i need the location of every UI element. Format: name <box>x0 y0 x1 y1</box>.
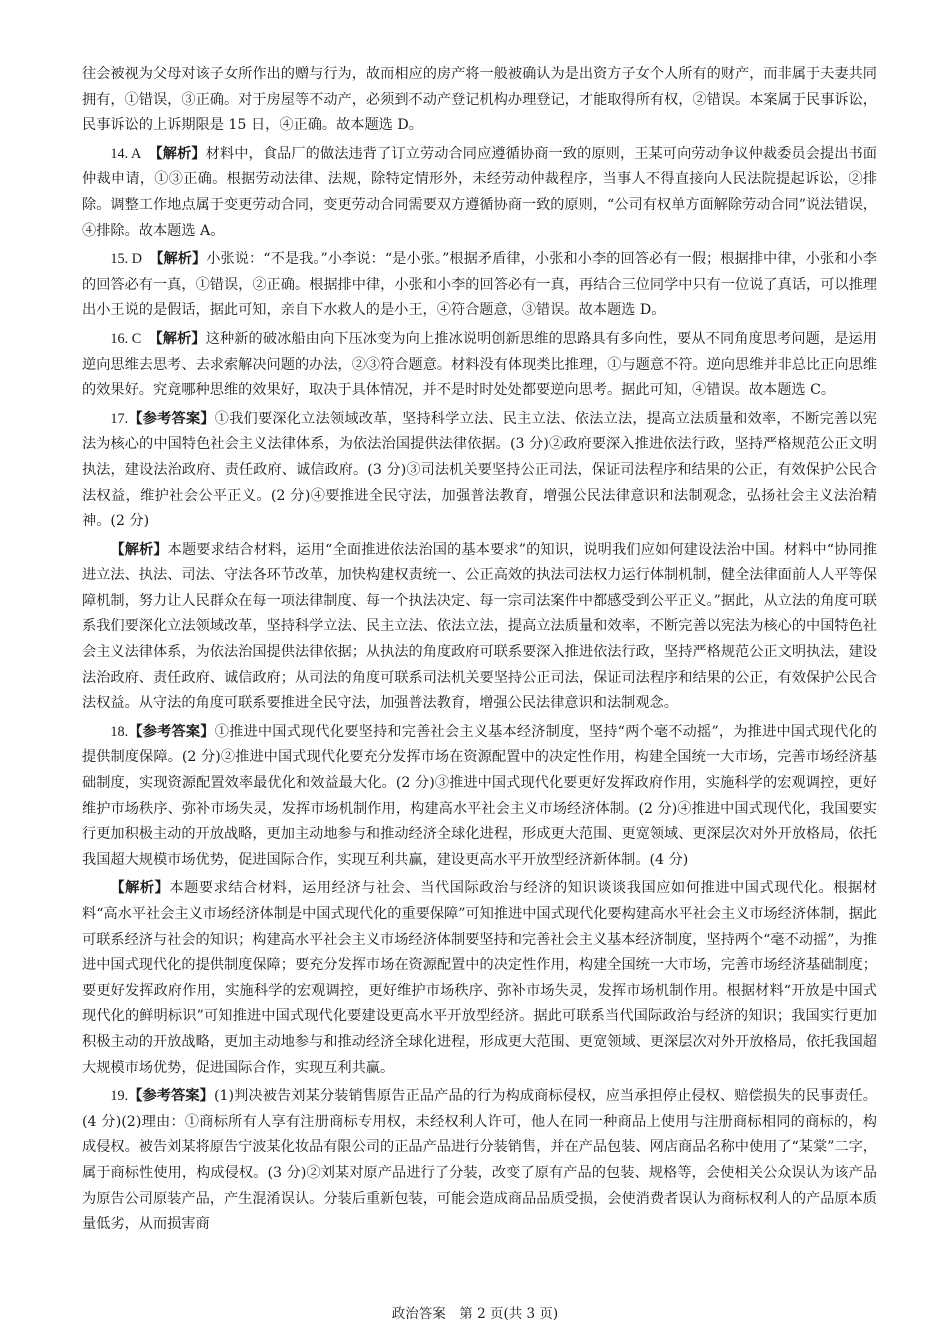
q18-analysis-text: 本题要求结合材料，运用经济与社会、当代国际政治与经济的知识谈谈我国应如何推进中国式现代化。根据材料“高水平社会主义市场经济体制是中国式现代化的重要保障”可知推进中国式现代化要构建高水平社会主义市场经济体制，据此可联系经济与社会的知识；构建高水平社会主义市场经济体制要坚持和完善社会主义基本经济制度，坚持两个“毫不动摇”，为推进中国式现代化的提供制度保障；要充分发挥市场在资源配置中的决定性作用，构建全国统一大市场，完善市场经济基础制度；要更好发挥政府作用，实施科学的宏观调控，更好维护市场秩序、弥补市场失灵，发挥市场机制作用。根据材料“开放是中国式现代化的鲜明标识”可知推进中国式现代化要建设更高水平开放型经济。据此可联系当代国际政治与经济的知识；我国实行更加积极主动的开放战略，更加主动地参与和推动经济全球化进程，形成更大范围、更宽领域、更深层次对外开放格局，依托我国超大规模市场优势，促进国际合作，实现互利共赢。 <box>82 880 877 1076</box>
q14-tag: 【解析】 <box>155 145 206 162</box>
q17-answer-text: ①我们要深化立法领域改革，坚持科学立法、民主立法、依法立法，提高立法质量和效率，不断完善以宪法为核心的中国特色社会主义法律体系，为依法治国提供法律依据。(3 分)②政府要深入推进依法行政，坚持严格规范公正文明执法，建设法治政府、责任政府、诚信政府。(3 分)③司法机关要坚持公正司法，保证司法程序和结果的公正，有效保护公民合法权益，维护社会公平正义。(2 分)④要推进全民守法，加强普法教育，增强公民法律意识和法制观念，弘扬社会主义法治精神。(2 分) <box>82 410 877 530</box>
q19-answer-paragraph <box>82 1084 877 1238</box>
q17-analysis-tag: 【解析】 <box>110 541 168 558</box>
q17-analysis-text: 本题要求结合材料，运用“全面推进依法治国的基本要求”的知识，说明我们应如何建设法治中国。材料中“协同推进立法、执法、司法、守法各环节改革，加快构建权责统一、公正高效的执法司法权力运行体制机制，健全法律面前人人平等保障机制，努力让人民群众在每一项法律制度、每一个执法决定、每一宗司法案件中都感受到公平正义。”据此，从立法的角度可联系我们要深化立法领域改革，坚持科学立法、民主立法、依法立法，提高立法质量和效率，不断完善以宪法为核心的中国特色社会主义法律体系，为依法治国提供法律依据；从执法的角度政府可联系要深入推进依法行政，坚持严格规范公正文明执法，建设法治政府、责任政府、诚信政府；从司法的角度可联系司法机关要坚持公正司法，保证司法程序和结果的公正，有效保护公民合法权益。从守法的角度可联系要推进全民守法，加强普法教育，增强公民法律意识和法制观念。 <box>82 541 877 712</box>
q14-paragraph <box>82 142 877 244</box>
q18-answer-tag: 【参考答案】 <box>128 723 215 740</box>
continuation-paragraph: 往会被视为父母对该子女所作出的赠与行为，故而相应的房产将一般被确认为是出资方子女个人所有的财产，而非属于夫妻共同拥有，①错误，③正确。对于房屋等不动产，必须到不动产登记机构办理登记，才能取得所有权，②错误。本案属于民事诉讼，民事诉讼的上诉期限是 15 日，④正确。故本题选 D。 <box>82 66 877 134</box>
page-footer: 政治答案 第 2 页(共 3 页) <box>391 1306 559 1322</box>
q19-number: 19. <box>110 1088 129 1105</box>
q15-paragraph <box>82 247 877 324</box>
q15-tag: 【解析】 <box>156 251 207 268</box>
q17-answer-tag: 【参考答案】 <box>128 410 215 427</box>
q15-number: 15. D <box>110 251 142 268</box>
q16-text: 这种新的破冰船由向下压冰变为向上推冰说明创新思维的思路具有多向性，要从不同角度思考问题，是运用逆向思维去思考、去求索解决问题的办法，②③符合题意。材料没有体现类比推理，①与题意不符。逆向思维并非总比正向思维的效果好。究竟哪种思维的效果好，取决于具体情况，并不是时时处处都要逆向思考。据此可知，④错误。故本题选 C。 <box>82 330 877 399</box>
q18-analysis-paragraph <box>82 876 877 1081</box>
answer-content <box>82 62 877 1241</box>
q14-number: 14. A <box>110 145 142 162</box>
q19-answer-tag: 【参考答案】 <box>128 1088 214 1105</box>
q18-number: 18. <box>110 723 129 740</box>
q16-paragraph <box>82 327 877 404</box>
q18-analysis-tag: 【解析】 <box>110 880 170 897</box>
q14-text: 材料中，食品厂的做法违背了订立劳动合同应遵循协商一致的原则，王某可向劳动争议仲裁委员会提出书面仲裁申请，①③正确。根据劳动法律、法规，除特定情形外，未经劳动仲裁程序，当事人不得直接向人民法院提起诉讼，②排除。调整工作地点属于变更劳动合同，变更劳动合同需要双方遵循协商一致的原则，“公司有权单方面解除劳动合同”说法错误，④排除。故本题选 A。 <box>82 145 877 239</box>
q16-number: 16. C <box>110 330 142 347</box>
q17-analysis-paragraph <box>82 538 877 717</box>
q17-answer-paragraph <box>82 407 877 535</box>
q18-answer-paragraph <box>82 720 877 874</box>
q15-text: 小张说：“不是我。”小李说：“是小张。”根据矛盾律，小张和小李的回答必有一假；根据排中律，小张和小李的回答必有一真，①错误，②正确。根据排中律，小张和小李的回答必有一真，再结合三位同学中只有一位说了真话，可以推理出小王说的是假话，据此可知，亲自下水救人的是小王，④符合题意，③错误。故本题选 D。 <box>82 251 877 319</box>
q18-answer-text: ①推进中国式现代化要坚持和完善社会主义基本经济制度，坚持“两个毫不动摇”，为推进中国式现代化的提供制度保障。(2 分)②推进中国式现代化要充分发挥市场在资源配置中的决定性作用，构建全国统一大市场，完善市场经济基础制度，实现资源配置效率最优化和效益最大化。(2 分)③推进中国式现代化要更好发挥政府作用，实施科学的宏观调控，更好维护市场秩序、弥补市场失灵，发挥市场机制作用，构建高水平社会主义市场经济体制。(2 分)④推进中国式现代化，我国要实行更加积极主动的开放战略，更加主动地参与和推动经济全球化进程，形成更大范围、更宽领域、更深层次对外开放格局，依托我国超大规模市场优势，促进国际合作，实现互利共赢，建设更高水平开放型经济新体制。(4 分) <box>82 723 877 868</box>
q16-tag: 【解析】 <box>155 330 206 347</box>
q17-number: 17. <box>110 410 129 427</box>
q19-answer-text: (1)判决被告刘某分装销售原告正品产品的行为构成商标侵权，应当承担停止侵权、赔偿损失的民事责任。(4 分)(2)理由：①商标所有人享有注册商标专用权，未经权利人许可，他人在同一种商品上使用与注册商标相同的商标的，构成侵权。被告刘某将原告宁波某化妆品有限公司的正品产品进行分装销售，并在产品包装、网店商品名称中使用了“某棠”二字，属于商标性使用，构成侵权。(3 分)②刘某对原产品进行了分装，改变了原有产品的包装、规格等，会使相关公众误认为该产品为原告公司原装产品，产生混淆误认。分装后重新包装，可能会造成商品品质受损，会使消费者误认为商标权利人的产品原本质量低劣，从而损害商 <box>82 1088 877 1233</box>
